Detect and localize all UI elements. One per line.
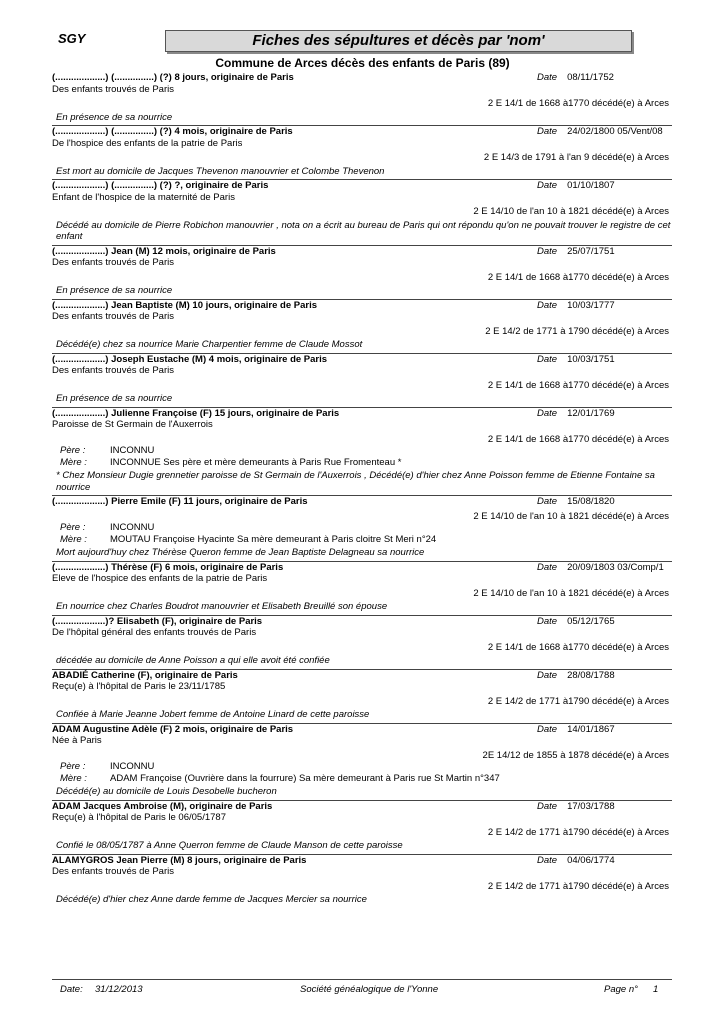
record-name: ABADIÉ Catherine (F), originaire de Paris: [52, 669, 238, 681]
record: [52, 561, 672, 615]
father-value: INCONNU: [110, 445, 155, 456]
father-label: Père :: [60, 445, 86, 456]
record-date-label: Date: [537, 72, 558, 83]
record: [52, 299, 672, 353]
record-info: De l'hospice des enfants de la patrie de Paris: [52, 137, 243, 149]
record-note: Décédé au domicile de Pierre Robichon manouvrier , nota on a écrit au bureau de Paris qui ont répondu qu'on ne pouvait trouver le registre de cet enfant: [56, 219, 671, 242]
record-date: [537, 126, 663, 138]
record-date: [537, 246, 615, 258]
record-date-value: 14/01/1867: [567, 723, 615, 735]
page-subtitle: Commune de Arces décès des enfants de Paris (89): [215, 56, 510, 70]
record-date: [537, 72, 614, 84]
header-code: SGY: [58, 31, 86, 46]
record-note: Décédé(e) au domicile de Louis Desobelle bucheron: [56, 786, 277, 797]
record: [52, 800, 672, 854]
record-date: [537, 408, 615, 420]
record-date-label: Date: [537, 615, 558, 627]
record-father: [52, 522, 672, 534]
record-name: (...................)? Elisabeth (F), originaire de Paris: [52, 615, 263, 627]
record-mother: [52, 457, 672, 469]
records-list: [52, 72, 672, 908]
record-name: ADAM Jacques Ambroise (M), originaire de Paris: [52, 800, 273, 812]
record-head: [52, 801, 672, 813]
record: [52, 495, 672, 561]
record-head: [52, 300, 672, 312]
footer-date-label: Date:: [60, 984, 83, 995]
record-date-label: Date: [537, 353, 558, 365]
record-note: Décédé(e) chez sa nourrice Marie Charpentier femme de Claude Mossot: [56, 339, 363, 350]
record-father: [52, 445, 672, 457]
record-info: Reçu(e) à l'hôpital de Paris le 06/05/1787: [52, 812, 226, 823]
record-mother: [52, 534, 672, 546]
page-title: Fiches des sépultures et décès par 'nom': [165, 30, 632, 52]
record-date: [537, 855, 615, 867]
record-note: Est mort au domicile de Jacques Thevenon manouvrier et Colombe Thevenon: [56, 165, 385, 177]
record-head: [52, 855, 672, 867]
record-note: Mort aujourd'huy chez Thérèse Queron femme de Jean Baptiste Delagneau sa nourrice: [56, 547, 425, 558]
record-head: [52, 408, 672, 420]
record-date: [537, 354, 615, 366]
record-date-label: Date: [537, 299, 558, 311]
record-date-value: 17/03/1788: [567, 800, 615, 812]
record-info: Née à Paris: [52, 735, 102, 746]
record-note: En présence de sa nourrice: [56, 111, 173, 123]
record-date-label: Date: [537, 669, 558, 681]
father-value: INCONNU: [110, 522, 155, 533]
record-date: [537, 562, 664, 574]
record-reference: 2 E 14/3 de 1791 à l'an 9 décédé(e) à Arces: [483, 152, 669, 163]
footer-page-number: 1: [653, 984, 659, 995]
record: [52, 407, 672, 496]
record-reference: 2 E 14/1 de 1668 à1770 décédé(e) à Arces: [487, 379, 669, 391]
record: [52, 353, 672, 407]
record-reference: 2E 14/12 de 1855 à 1878 décédé(e) à Arces: [482, 749, 669, 761]
record-date-label: Date: [537, 496, 558, 507]
footer-page-label: Page n°: [604, 984, 638, 995]
record-reference: 2 E 14/2 de 1771 à1790 décédé(e) à Arces: [487, 880, 669, 892]
record-name: (...................) Pierre Emile (F) 11 jours, originaire de Paris: [52, 496, 308, 507]
record-date-label: Date: [537, 126, 558, 137]
record-date-value: 04/06/1774: [567, 854, 615, 866]
record-name: ALAMYGROS Jean Pierre (M) 8 jours, originaire de Paris: [52, 854, 307, 866]
record-date-value: 10/03/1777: [567, 299, 615, 311]
footer-society: Société généalogique de l'Yonne: [300, 984, 439, 995]
record-date: [537, 724, 615, 736]
record-info: Reçu(e) à l'hôpital de Paris le 23/11/1785: [52, 681, 226, 692]
mother-label: Mère :: [60, 772, 87, 784]
record-date-value: 01/10/1807: [567, 180, 615, 191]
record: [52, 669, 672, 723]
record-date: [537, 670, 615, 682]
record-head: [52, 562, 672, 574]
record-name: (...................) Thérèse (F) 6 mois, originaire de Paris: [52, 561, 284, 573]
record-info: Des enfants trouvés de Paris: [52, 866, 174, 877]
mother-label: Mère :: [60, 456, 87, 468]
record-name: (...................) Julienne Françoise (F) 15 jours, originaire de Paris: [52, 407, 340, 419]
record-reference: 2 E 14/2 de 1771 à1790 décédé(e) à Arces: [487, 826, 669, 838]
record-reference: 2 E 14/10 de l'an 10 à 1821 décédé(e) à Arces: [473, 510, 669, 522]
record-note: Décédé(e) d'hier chez Anne darde femme de Jacques Mercier sa nourrice: [56, 894, 367, 905]
record: [52, 125, 672, 179]
record-note: Confié le 08/05/1787 à Anne Querron femme de Claude Manson de cette paroisse: [56, 840, 403, 851]
record-date-value: 05/12/1765: [567, 615, 615, 627]
record-head: [52, 246, 672, 258]
record-info: Des enfants trouvés de Paris: [52, 257, 174, 268]
record-reference: 2 E 14/10 de l'an 10 à 1821 décédé(e) à Arces: [473, 206, 669, 217]
record-reference: 2 E 14/1 de 1668 à1770 décédé(e) à Arces: [487, 641, 669, 653]
mother-value: INCONNUE Ses père et mère demeurants à Paris Rue Fromenteau *: [110, 456, 402, 468]
record-info: Paroisse de St Germain de l'Auxerrois: [52, 419, 213, 430]
record-name: (...................) (...............) (?) ?, originaire de Paris: [52, 180, 269, 191]
record-name: (...................) Jean (M) 12 mois, originaire de Paris: [52, 245, 276, 257]
father-label: Père :: [60, 522, 86, 533]
record-note: * Chez Monsieur Dugie grennetier paroisse de St Germain de l'Auxerrois , Décédé(e) d'hier chez Anne Poisson femme de Etienne Fontaine sa nourrice: [56, 470, 655, 493]
record-name: (...................) (...............) (?) 4 mois, originaire de Paris: [52, 126, 293, 137]
record-date-label: Date: [537, 180, 558, 191]
record: [52, 245, 672, 299]
record-head: [52, 616, 672, 628]
record-reference: 2 E 14/1 de 1668 à1770 décédé(e) à Arces: [487, 98, 669, 109]
record-date-label: Date: [537, 854, 558, 866]
record-head: [52, 180, 672, 192]
record-date: [537, 801, 615, 813]
record-date-label: Date: [537, 800, 558, 812]
record-date-label: Date: [537, 245, 558, 257]
record: [52, 615, 672, 669]
record-date-value: 20/09/1803 03/Comp/1: [567, 561, 664, 573]
record-head: [52, 724, 672, 736]
record-date-value: 10/03/1751: [567, 353, 615, 365]
record-date-value: 28/08/1788: [567, 669, 615, 681]
record-note: En nourrice chez Charles Boudrot manouvrier et Elisabeth Breuillé son épouse: [56, 601, 388, 612]
record-date-value: 12/01/1769: [567, 407, 615, 419]
record-name: (...................) Jean Baptiste (M) 10 jours, originaire de Paris: [52, 299, 318, 311]
record: [52, 723, 672, 800]
record-reference: 2 E 14/2 de 1771 à 1790 décédé(e) à Arces: [485, 325, 669, 337]
mother-value: ADAM Françoise (Ouvrière dans la fourrure) Sa mère demeurant à Paris rue St Martin n°347: [110, 772, 500, 784]
record: [52, 72, 672, 125]
record-date: [537, 180, 615, 192]
record-date-value: 25/07/1751: [567, 245, 615, 257]
record-info: Eleve de l'hospice des enfants de la patrie de Paris: [52, 573, 268, 584]
mother-label: Mère :: [60, 533, 87, 545]
record-father: [52, 761, 672, 773]
record-date: [537, 300, 615, 312]
record-info: Des enfants trouvés de Paris: [52, 83, 174, 95]
record-head: [52, 126, 672, 138]
record-name: ADAM Augustine Adèle (F) 2 mois, originaire de Paris: [52, 723, 294, 735]
record-info: De l'hôpital général des enfants trouvés de Paris: [52, 627, 257, 638]
record-date-label: Date: [537, 561, 558, 573]
record-note: En présence de sa nourrice: [56, 393, 173, 404]
record-reference: 2 E 14/1 de 1668 à1770 décédé(e) à Arces: [487, 271, 669, 283]
record-reference: 2 E 14/10 de l'an 10 à 1821 décédé(e) à Arces: [473, 587, 669, 599]
record-date: [537, 616, 615, 628]
record-info: Des enfants trouvés de Paris: [52, 365, 174, 376]
record-note: En présence de sa nourrice: [56, 285, 173, 296]
record-reference: 2 E 14/2 de 1771 à1790 décédé(e) à Arces: [487, 695, 669, 707]
record-date-label: Date: [537, 407, 558, 419]
father-value: INCONNU: [110, 761, 155, 772]
record-date: [537, 496, 615, 508]
footer-divider: [52, 979, 672, 980]
record-date-label: Date: [537, 723, 558, 735]
record-info: Des enfants trouvés de Paris: [52, 311, 174, 322]
father-label: Père :: [60, 761, 86, 772]
record-head: [52, 72, 672, 84]
record-date-value: 15/08/1820: [567, 496, 615, 507]
record: [52, 179, 672, 245]
record-date-value: 24/02/1800 05/Vent/08: [567, 126, 663, 137]
record-name: (...................) (...............) (?) 8 jours, originaire de Paris: [52, 72, 294, 83]
record-head: [52, 496, 672, 508]
record: [52, 854, 672, 908]
record-date-value: 08/11/1752: [567, 72, 614, 83]
record-name: (...................) Joseph Eustache (M) 4 mois, originaire de Paris: [52, 353, 328, 365]
record-info: Enfant de l'hospice de la maternité de Paris: [52, 191, 235, 203]
mother-value: MOUTAU Françoise Hyacinte Sa mère demeurant à Paris cloitre St Meri n°24: [110, 533, 437, 545]
record-head: [52, 670, 672, 682]
record-head: [52, 354, 672, 366]
record-mother: [52, 773, 672, 785]
record-note: Confiée à Marie Jeanne Jobert femme de Antoine Linard de cette paroisse: [56, 709, 370, 720]
record-note: décédée au domicile de Anne Poisson a qui elle avoit été confiée: [56, 655, 330, 666]
footer-date-value: 31/12/2013: [95, 984, 143, 995]
record-reference: 2 E 14/1 de 1668 à1770 décédé(e) à Arces: [487, 433, 669, 445]
